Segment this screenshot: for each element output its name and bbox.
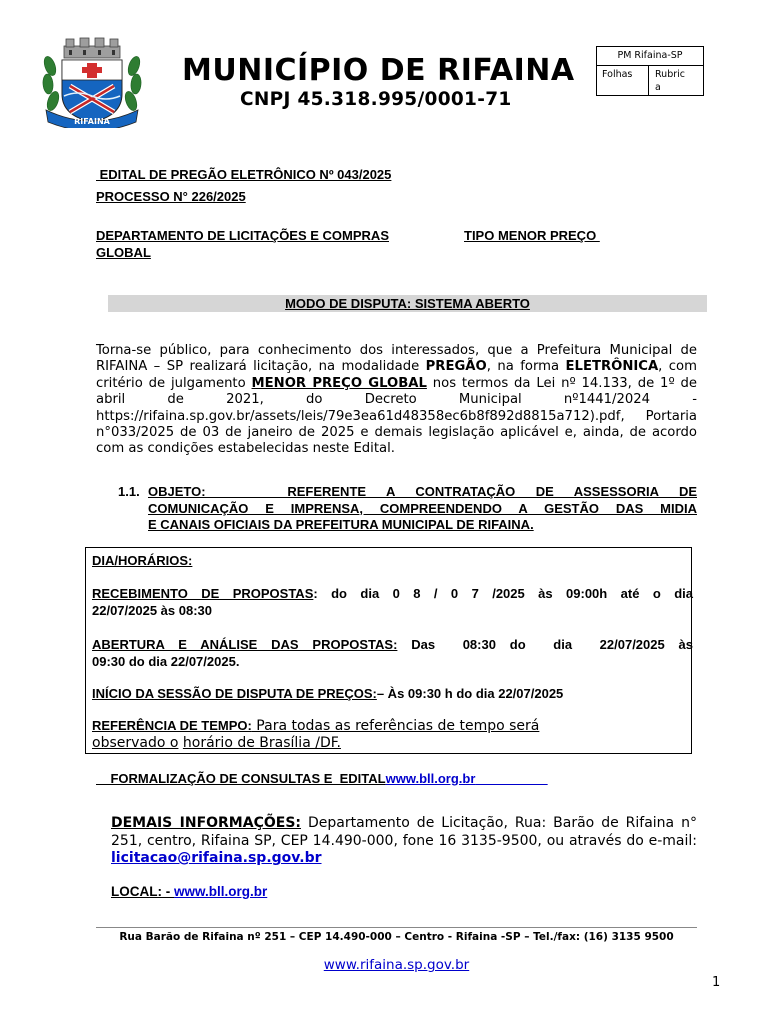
modo-de-disputa: MODO DE DISPUTA: SISTEMA ABERTO: [285, 296, 530, 311]
stamp-folhas: Folhas: [597, 66, 649, 95]
local-bll-link[interactable]: www.bll.org.br: [174, 884, 268, 899]
email-link[interactable]: licitacao@rifaina.sp.gov.br: [111, 850, 322, 866]
section-number: 1.1.: [118, 484, 140, 499]
page-number: 1: [712, 975, 721, 990]
horarios-heading: DIA/HORÁRIOS:: [92, 553, 193, 568]
objeto-text: OBJETO: REFERENTE A CONTRATAÇÃO DE ASSESSORIA DE COMUNICAÇÃO E IMPRENSA, COMPREENDENDO A GESTÃO DAS MIDIA E CANAIS OFICIAIS DA PREFEITURA MUNICIPAL DE RIFAINA.: [148, 484, 697, 532]
website-link[interactable]: www.rifaina.sp.gov.br: [323, 957, 470, 973]
criterio-menor-preco: MENOR PREÇO GLOBAL: [251, 375, 427, 391]
inicio-sessao: INÍCIO DA SESSÃO DE DISPUTA DE PREÇOS:– Às 09:30 h do dia 22/07/2025: [92, 686, 564, 701]
footer-address: Rua Barão de Rifaina nº 251 – CEP 14.490-000 – Centro - Rifaina -SP – Tel./fax: (16) 3135 9500: [119, 931, 674, 943]
footer-divider: [96, 927, 697, 928]
edital-number: EDITAL DE PREGÃO ELETRÔNICO Nº 043/2025: [96, 167, 392, 182]
recebimento-propostas: RECEBIMENTO DE PROPOSTAS: do dia 0 8 / 0 7 /2025 às 09:00h até o dia 22/07/2025 às 08:30: [92, 586, 693, 618]
formalizacao-consultas: FORMALIZAÇÃO DE CONSULTAS E EDITALwww.bll.org.br: [96, 771, 476, 786]
cnpj-number: CNPJ 45.318.995/0001-71: [240, 89, 512, 110]
demais-informacoes: DEMAIS INFORMAÇÕES: Departamento de Licitação, Rua: Barão de Rifaina n° 251, centro, Rifaina SP, CEP 14.490-000, fone 16 3135-9500, ou através do e-mail: licitacao@rifaina.sp.gov.br: [111, 815, 697, 866]
footer-website: [96, 957, 697, 973]
processo-number: PROCESSO N° 226/2025: [96, 189, 246, 204]
tipo-label: TIPO MENOR PREÇO: [464, 228, 600, 243]
horarios-box: [85, 547, 692, 754]
referencia-tempo: REFERÊNCIA DE TEMPO: Para todas as referências de tempo será observado o horário de Brasília /DF.: [92, 718, 540, 751]
page-stamp-box: [596, 46, 704, 96]
local-line: LOCAL: - www.bll.org.br: [111, 884, 268, 899]
department-name: DEPARTAMENTO DE LICITAÇÕES E COMPRAS: [96, 228, 389, 243]
intro-paragraph: Torna-se público, para conhecimento dos interessados, que a Prefeitura Municipal de RIFAINA – SP realizará licitação, na modalidade PREGÃO, na forma ELETRÔNICA, com critério de julgamento MENOR PREÇO GLOBAL nos termos da Lei nº 14.133, de 1º de abril de 2021, do Decreto Municipal nº1441/2024 - https://rifaina.sp.gov.br/assets/leis/79e3ea61d48358ec6b8f892d8815a712).pdf, Portaria n°033/2025 de 03 de janeiro de 2025 e demais legislação aplicável e, ainda, de acordo com as condições estabelecidas neste Edital.: [96, 343, 698, 457]
bll-link[interactable]: www.bll.org.br: [385, 771, 476, 786]
abertura-propostas: ABERTURA E ANÁLISE DAS PROPOSTAS: Das 08:30 do dia 22/07/2025 às 09:30 do dia 22/07/2025.: [92, 637, 694, 669]
municipality-title: MUNICÍPIO DE RIFAINA: [182, 53, 575, 88]
stamp-rubrica: Rubric a: [655, 69, 685, 93]
stamp-org: PM Rifaina-SP: [597, 47, 703, 66]
crest-ribbon-text: RIFAINA: [74, 117, 110, 126]
coat-of-arms-logo: [40, 36, 144, 128]
tipo-label-cont: GLOBAL: [96, 245, 151, 260]
